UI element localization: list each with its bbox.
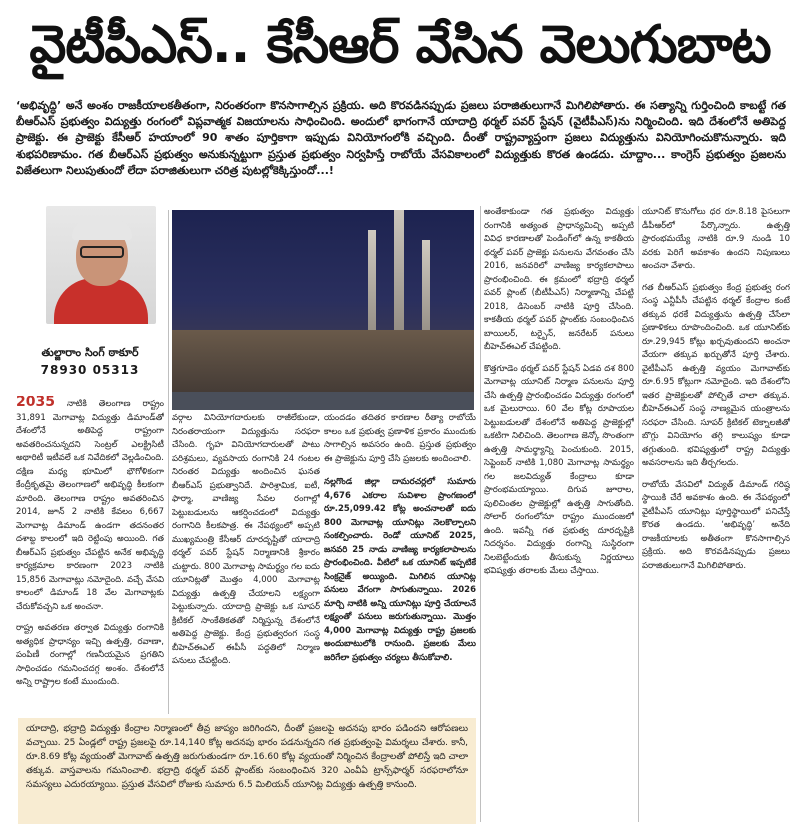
intro-paragraph: ‘అభివృద్ధి’ అనే అంశం రాజకీయాలకతీతంగా, నిరంతరంగా కొనసాగాల్సిన ప్రక్రియ. అది కొరవడినప్పుడు ప్రజలు పరాజితులుగానే మిగిలిపోతారు. ఈ సత్యాన్ని గుర్తించింది కాబట్టే గత బీఆర్ఎస్ ప్రభుత్వం విద్యుత్తు రంగంలో విప్లవాత్మక విజయాలను సాధించింది. అందులో భాగంగానే యాదాద్రి థర్మల్ పవర్ స్టేషన్ (వైటీపీఎస్)ను నిర్మించింది. ఇది దేశంలోనే అతిపెద్ద ప్రాజెక్టు. ఈ ప్రాజెక్టు కేసీఆర్ హయాంలో 90 శాతం పూర్తికాగా ఇప్పుడు వినియోగంలోకి వచ్చింది. దీంతో రాష్ట్రవ్యాప్తంగా ప్రజలు విద్యుత్తును వినియోగించుకొనున్నారు. ఇది శుభపరిణామం. గత బీఆర్ఎస్ ప్రభుత్వం అనుకున్నట్టుగా ప్రస్తుత ప్రభుత్వం నిర్వహిస్తే రాబోయే వేసవికాలంలో విద్యుత్తుకు కొరత ఉండదు. చూద్దాం... కాంగ్రెస్ ప్రభుత్వం ప్రజలను విజేతలుగా నిలుపుతుందో లేదా పరాజితులుగా చరిత్ర పుటల్లోకెక్కిస్తుందో...!: [16, 99, 786, 177]
column-3-text: నల్లగొండ జిల్లా దామరచర్లలో సుమారు 4,676 ఎకరాల సువిశాల ప్రాంగణంలో రూ.25,099.42 కోట్ల అంచనాలతో ఐదు 800 మెగావాట్ల యూనిట్లు నెలకొల్పాలని సంకల్పించారు. రెండో యూనిట్ 2025, జనవరి 25 నాడు వాణిజ్య కార్యకలాపాలను ప్రారంభించింది. వీటిలో ఒక యూనిట్ ఇప్పటికే సింక్రనైజ్ అయ్యింది. మిగిలిన యూనిట్ల పనులు వేగంగా సాగుతున్నాయి. 2026 మార్చి నాటికి అన్ని యూనిట్లు పూర్తి చేయాలనే లక్ష్యంతో పనులు జరుగుతున్నాయి. మొత్తం 4,000 మెగావాట్ల విద్యుత్తు రాష్ట్ర ప్రజలకు అందుబాటులోకి రానుంది. ప్రజలకు మేలు జరిగేలా ప్రభుత్వం చర్యలు తీసుకోవాలి.: [324, 477, 476, 663]
column-5-text: యూనిట్ కొనుగోలు ధర రూ.8.18 పైసలుగా డీపీఆర్‌లో పేర్కొన్నారు. ఉత్పత్తి ప్రారంభమయ్యే నాటికి రూ.9 నుండి 10 వరకు పెరిగే అవకాశం ఉందని నిపుణులు అంచనా వేశారు.: [642, 207, 790, 271]
column-4-text-2: కొత్తగూడెం థర్మల్ పవర్ స్టేషన్ ఏడవ దశ 800 మెగావాట్ల యూనిట్ నిర్మాణ పనులను పూర్తి చేసి ఉత్పత్తి ప్రారంభించడం విద్యుత్తు రంగంలో ఒక మైలురాయి. 60 వేల కోట్ల రూపాయల పెట్టుబడులతో దేశంలోనే అతిపెద్ద ప్రాజెక్టుల్లో ఒకటిగా నిలిచింది. తెలంగాణ జెన్కో సొంతంగా ఉత్పత్తి సామర్థ్యాన్ని పెంచుకుంది. 2015, సెప్టెంబర్ నాటికి 1,080 మెగావాట్ల సామర్థ్యం గల జలవిద్యుత్ కేంద్రాలు కూడా ప్రారంభమయ్యాయి. దిగువ జూరాల, పులిచింతల ప్రాజెక్టుల్లో ఉత్పత్తి సాగుతోంది. సోలార్ రంగంలోనూ రాష్ట్రం ముందంజలో ఉంది. ఇవన్నీ గత ప్రభుత్వ దూరదృష్టికి నిదర్శనం. విద్యుత్తు రంగాన్ని సుస్థిరంగా నిలబెట్టేందుకు తీసుకున్న నిర్ణయాలు భవిష్యత్తు తరాలకు మేలు చేస్తాయి.: [484, 363, 634, 576]
author-block: [16, 206, 164, 382]
column-2-text: వర్గాల వినియోగదారులకు రాజీలేకుండా, నిరంతరాయంగా విద్యుత్తును సరఫరా చేసింది. గృహ వినియోగదారులతో పాటు పరిశ్రమలు, వ్యవసాయ రంగానికి 24 గంటల నిరంతర విద్యుత్తు అందించిన ఘనత బీఆర్ఎస్ ప్రభుత్వానిదే. పారిశ్రామిక, ఐటీ, ఫార్మా, వాణిజ్య సేవల రంగాల్లో పెట్టుబడులను ఆకర్షించడంలో విద్యుత్తు రంగానిది కీలకపాత్ర. ఈ నేపథ్యంలో అప్పటి ముఖ్యమంత్రి కేసీఆర్ దూరదృష్టితో యాదాద్రి థర్మల్ పవర్ స్టేషన్ నిర్మాణానికి శ్రీకారం చుట్టారు. 800 మెగావాట్ల సామర్థ్యం గల ఐదు యూనిట్లతో మొత్తం 4,000 మెగావాట్ల విద్యుత్తు ఉత్పత్తి చేయాలని లక్ష్యంగా పెట్టుకున్నారు. యాదాద్రి ప్రాజెక్టు ఒక సూపర్ క్రిటికల్ సాంకేతికతతో నిర్మిస్తున్న దేశంలోనే అతిపెద్ద ప్రాజెక్టు. కేంద్ర ప్రభుత్వరంగ సంస్థ బీహెచ్ఈఎల్ ఈపీసీ పద్ధతిలో నిర్మాణ పనులు చేపట్టింది.: [172, 413, 320, 666]
column-3: [324, 412, 476, 714]
column-divider: [638, 206, 639, 822]
author-photo: [46, 206, 156, 324]
column-4-text: అంతేకాకుండా గత ప్రభుత్వం విద్యుత్తు రంగానికి అత్యంత ప్రాధాన్యమిచ్చి అప్పటి వివిధ కారణాలతో పెండింగ్‌లో ఉన్న కాకతీయ థర్మల్ పవర్ ప్రాజెక్టు పనులను వేగవంతం చేసి 2016, జనవరిలో వాణిజ్య కార్యకలాపాలు ప్రారంభించింది. ఈ క్రమంలో భద్రాద్రి థర్మల్ పవర్ ప్లాంట్ (బీటీపీఎస్) నిర్మాణాన్ని చేపట్టి 2018, డిసెంబర్ నాటికి పూర్తి చేసింది. కాకతీయ థర్మల్ పవర్ ప్లాంట్‌కు సంబంధించిన బాయిలర్, టర్బైన్, జనరేటర్ పనులు బీహెచ్ఈఎల్ చేపట్టింది.: [484, 207, 634, 352]
column-1: [16, 396, 164, 714]
year-tag: 2035: [16, 396, 55, 410]
author-name: తుల్జారాం సింగ్ ఠాకూర్: [41, 346, 139, 359]
column-5-text-3: రాబోయే వేసవిలో విద్యుత్ డిమాండ్ గరిష్ఠ స్థాయికి చేరే అవకాశం ఉంది. ఈ నేపథ్యంలో వైటీపీఎస్ యూనిట్లు పూర్తిస్థాయిలో పనిచేస్తే కొరత ఉండదు. ‘అభివృద్ధి’ అనేది రాజకీయాలకు అతీతంగా కొనసాగాల్సిన ప్రక్రియ. అది కొరవడినప్పుడు ప్రజలు పరాజితులుగానే మిగిలిపోతారు.: [642, 479, 790, 571]
column-4: [484, 206, 634, 822]
column-1-text-2: రాష్ట్ర అవతరణ తర్వాత విద్యుత్తు రంగానికి అత్యధిక ప్రాధాన్యం ఇచ్చి ఉత్పత్తి, రవాణా, పంపిణీ రంగాల్లో గణనీయమైన ప్రగతిని సాధించడం గమనించదగ్గ అంశం. దేశంలోనే అన్ని రాష్ట్రాల కంటే ముందుంది.: [16, 623, 164, 687]
highlight-box: యాదాద్రి, భద్రాద్రి విద్యుత్తు కేంద్రాల నిర్మాణంలో తీవ్ర జాప్యం జరిగిందని, దీంతో ప్రజలపై అదనపు భారం పడిందని ఆరోపణలు వచ్చాయి. 25 ఏండ్లలో రాష్ట్ర ప్రజలపై రూ.14,140 కోట్ల అదనపు భారం పడనున్నదని గత ప్రభుత్వంపై విమర్శలు చేశారు. కానీ, రూ.8.69 కోట్ల వ్యయంతో మెగావాట్ ఉత్పత్తి జరుగుతుండగా రూ.16.60 కోట్ల వ్యయంతో నిర్మించిన కేంద్రాలతో పోలిస్తే ఇది చాలా తక్కువ. వాస్తవాలను గమనించాలి. భద్రాద్రి థర్మల్ పవర్ ప్లాంట్‌కు సంబంధించిన 320 ఎంవీఏ ట్రాన్స్‌ఫార్మర్ సరఫరాలోనూ సమస్యలు ఎదురయ్యాయి. ప్రస్తుత వేసవిలో రోజుకు సుమారు 6.5 మిలియన్ యూనిట్ల విద్యుత్తు ఉత్పత్తి కానుంది.: [18, 718, 476, 824]
headline: వైటీపీఎస్.. కేసీఆర్ వేసిన వెలుగుబాట: [29, 15, 771, 75]
column-divider: [480, 206, 481, 822]
column-1-text: నాటికి తెలంగాణ రాష్ట్రం 31,891 మెగావాట్ల విద్యుత్తు డిమాండ్‌తో దేశంలోనే అతిపెద్ద రాష్ట్రంగా అవతరించనున్నదని సెంట్రల్ ఎలక్ట్రిసిటీ అథారిటీ ఇటీవలే ఒక నివేదికలో వెల్లడించింది. దక్షిణ మధ్య భూమిలో భౌగోళికంగా కేంద్రీకృతమై తెలంగాణలో అభివృద్ధి కీలకంగా మారింది. తెలంగాణ రాష్ట్రం అవతరించిన 2014, జూన్ 2 నాటికి కేవలం 6,667 మెగావాట్ల డిమాండ్ ఉండగా తదనంతర దశాబ్ద కాలంలో ఇది రెట్టింపు అయింది. గత బీఆర్ఎస్ ప్రభుత్వం చేపట్టిన అనేక అభివృద్ధి కార్యక్రమాల కారణంగా 2023 నాటికి 15,856 మెగావాట్లు నమోదైంది. వచ్చే వేసవి కాలంలో డిమాండ్ 18 వేల మెగావాట్లకు చేరుకోవచ్చని ఒక అంచనా.: [16, 399, 164, 612]
power-plant-photo: [172, 210, 474, 410]
author-phone: 78930 05313: [40, 363, 140, 377]
column-3-text-top: యందడం తదితర కారణాల రీత్యా రాబోయే కాలం ఒక ప్రభుత్వ ప్రణాళిక ప్రకారం ముందుకు సాగాల్సిన అవసరం ఉంది. ప్రస్తుత ప్రభుత్వం ఈ ప్రాజెక్టును పూర్తి చేసి ప్రజలకు అందించాలి.: [324, 413, 476, 464]
column-2: [172, 412, 320, 714]
column-5: [642, 206, 790, 822]
column-5-text-2: గత బీఆర్ఎస్ ప్రభుత్వం కేంద్ర ప్రభుత్వ రంగ సంస్థ ఎన్టీపీసీ చేపట్టిన థర్మల్ కేంద్రాల కంటే తక్కువ ధరకే విద్యుత్తును ఉత్పత్తి చేసేలా ప్రణాళికలు రూపొందించింది. ఒక యూనిట్‌కు రూ.29,945 కోట్లు ఖర్చవుతుందని అంచనా వేయగా తక్కువ ఖర్చుతోనే పూర్తి చేశారు. వైటీపీఎస్ ఉత్పత్తి వ్యయం మెగావాట్‌కు రూ.6.95 కోట్లుగా నమోదైంది. ఇది దేశంలోని ఇతర ప్రాజెక్టులతో పోల్చితే చాలా తక్కువ. బీహెచ్ఈఎల్ సంస్థ నాణ్యమైన యంత్రాలను సరఫరా చేసింది. సూపర్ క్రిటికల్ టెక్నాలజీతో బొగ్గు వినియోగం తగ్గి కాలుష్యం కూడా తగ్గుతుంది. భవిష్యత్తులో రాష్ట్ర విద్యుత్తు అవసరాలను ఇది తీర్చగలదు.: [642, 282, 790, 468]
column-divider: [168, 210, 169, 714]
